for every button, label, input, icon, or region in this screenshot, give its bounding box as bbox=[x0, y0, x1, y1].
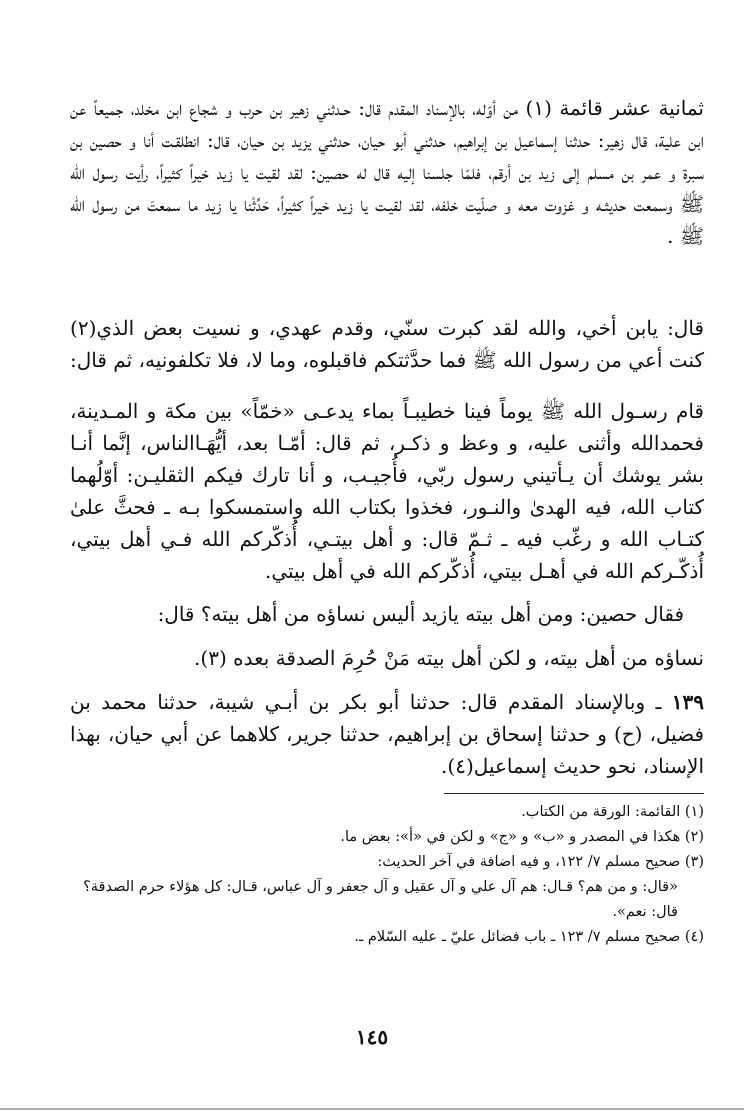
paragraph-5 bbox=[70, 686, 704, 786]
footnotes bbox=[60, 800, 704, 950]
paragraph-3 bbox=[70, 395, 704, 595]
paragraph-1 bbox=[70, 92, 704, 302]
page-bottom-edge bbox=[0, 1108, 744, 1110]
footnote-2: (٢) هكذا في المصدر و «ب» و «ج» و لكن في «أ»: بعض ما. bbox=[340, 829, 704, 845]
paragraph-4-line-2: نساؤه من أهل بيته، و لكن أهل بيته مَنْ حُرِمَ الصدقة بعده (٣). bbox=[194, 646, 704, 670]
paragraph-3-text: قام رسـول الله ﷺ يوماً فينا خطيبـاً بماء يدعـى «خمّاً» بين مكة و المـدينة، فحمدالله وأثنى عليه، و وعظ و ذكـر، ثم قال: أمّـا بعد، أيُّهَـاالناس، إنَّما أنـا بشر يوشك أن يـأتيني رسول ربّي، فأُجيـب، و أنا تارك فيكم الثقليـن: أوّلُهما كتاب الله، فيه الهدىٰ والنـور، فخذوا بكتاب الله واستمسكوا بـه ـ فحثَّ علىٰ كتـاب الله و رغّب فيه ـ ثـمّ قال: و أهل بيتـي، أُذكّركم الله فـي أهل بيتي، أُذكّـركم الله في أهـل بيتي، أُذكّركم الله في أهل بيتي. bbox=[70, 399, 704, 583]
paragraph-1-text: ثمانية عشر قائمة (١) من أوّله، بالإسناد المقدم قال: حـدثني زهير بن حرب و شجاع ابن مخلد، جميعاً عن ابن علية، قال زهير: حدثنا إسماعيل بن إبراهيم، حدثني أبو حيان، حدثني يزيد بن حيان، قال: انطلقـت أنا و حصين بن سبرة و عمر بن مسلم إلى زيد بن أرقم، فلمّا جلسنا إليه قال له حصين: لقد لقيت يا زيد خيراً كثيراً، رأيت رسول الله ﷺ وسمعت حديثـه و غزوت معه و صلّيت خلفه، لقد لقيـت يا زيد خيراً كثيراً، حَدِّثْنا يا زيد ما سمعتَ من رسول الله ﷺ . bbox=[70, 96, 705, 248]
paragraph-4-line-1: فقال حصين: ومن أهل بيته يازيد أليس نساؤه من أهل بيته؟ قال: bbox=[157, 602, 684, 626]
hadith-number: ١٣٩ bbox=[671, 690, 704, 714]
footnote-1: (١) القائمة: الورقة من الكتاب. bbox=[521, 804, 704, 820]
footnote-3-quote: «قال: و من هم؟ قـال: هم آل علي و آل عقيل و آل جعفر و آل عباس، قـال: كل هؤلاء حرم الصدقة؟ قال: نعم». bbox=[83, 879, 678, 920]
paragraph-5-text bbox=[70, 686, 704, 782]
paragraph-2 bbox=[70, 312, 704, 378]
page-number: ١٤٥ bbox=[355, 1025, 389, 1049]
footnote-3: (٣) صحيح مسلم ٧/ ١٢٢، و فيه اضافة في آخر الحديث: bbox=[377, 854, 704, 870]
paragraph-4 bbox=[70, 598, 704, 678]
paragraph-2-text: قال: يابن أخي، والله لقد كبرت سنّي، وقدم عهدي، و نسيت بعض الذي(٢) كنت أعي من رسول الله ﷺ فما حدَّثتكم فاقبلوه، وما لا، فلا تكلفونيه، ثم قال: bbox=[70, 316, 704, 372]
paragraph-5-body: ـ وبالإسناد المقدم قال: حدثنا أبو بكر بن أبـي شيبة، حدثنا محمد بن فضيل، (ح) و حدثنا إسحاق بن إبراهيم، حدثنا جرير، كلاهما عن أبي حيان، بهذا الإسناد، نحو حديث إسماعيل(٤). bbox=[70, 690, 704, 778]
footnote-4: (٤) صحيح مسلم ٧/ ١٢٣ ـ باب فضائل عليّ ـ عليه السّلام ـ. bbox=[354, 929, 704, 945]
footnote-separator bbox=[444, 793, 704, 794]
